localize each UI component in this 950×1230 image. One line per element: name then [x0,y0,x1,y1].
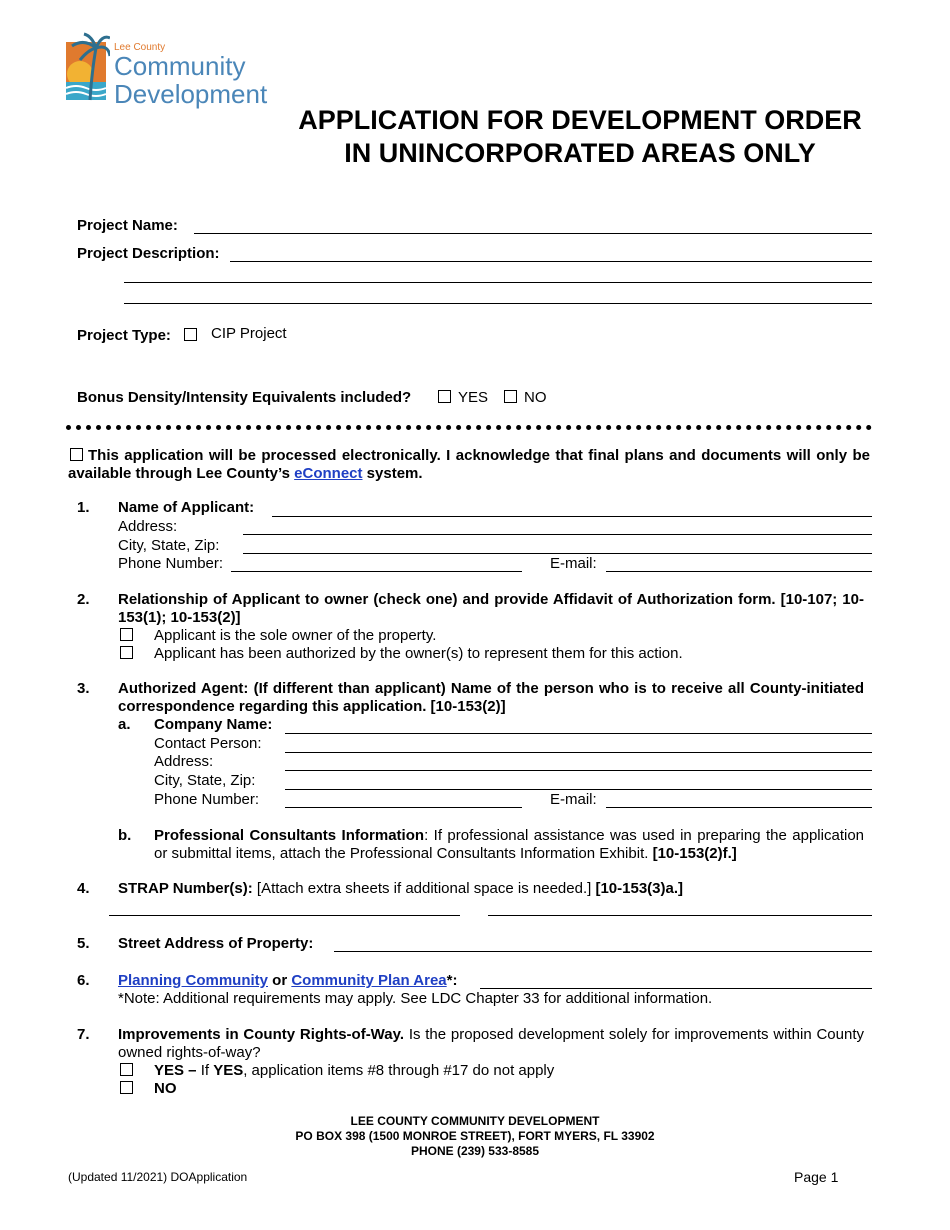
project-name-field[interactable] [194,233,872,234]
palm-tree-logo-icon [62,30,110,110]
updated-note: (Updated 11/2021) DOApplication [68,1170,248,1184]
improvements-yes-checkbox[interactable] [120,1063,133,1076]
acknowledge-text [68,447,870,483]
consultants-info-ref: [10-153(2)f.] [652,845,737,862]
acknowledge-text-before: This application will be processed electronically. I acknowledge that final plans and documents will only be available through Lee County’s [68,447,870,482]
econnect-link[interactable]: eConnect [294,465,363,482]
project-description-field-1[interactable] [230,261,872,262]
planning-community-field[interactable] [480,988,872,989]
applicant-name-field[interactable] [272,516,872,517]
agent-contact-label: Contact Person: [154,735,262,752]
agent-email-field[interactable] [606,807,872,808]
applicant-email-label: E-mail: [550,555,597,572]
planning-community-link[interactable]: Planning Community [118,972,268,989]
section-6-number: 6. [77,972,90,989]
project-type-label: Project Type: [77,327,171,344]
applicant-email-field[interactable] [606,571,872,572]
section-divider [66,425,872,430]
improvements-yes-text2: , application items #8 through #17 do not apply [243,1062,555,1079]
authorized-by-owner-checkbox[interactable] [120,646,133,659]
bonus-no-label: NO [524,389,547,406]
applicant-city-label: City, State, Zip: [118,537,220,554]
agent-company-label: Company Name: [154,716,273,733]
logo [62,30,292,112]
logo-line2: Development [114,79,268,109]
planning-community-row [118,972,458,990]
consultants-info-body: : If professional assistance was used in preparing the application or submittal items, attach the Professional Consultants Information Exhibit. [154,827,864,862]
page-title-line2: IN UNINCORPORATED AREAS ONLY [344,138,816,168]
acknowledge-text-after: system. [362,465,423,482]
bonus-density-question: Bonus Density/Intensity Equivalents included? [77,389,412,406]
footer-line1: LEE COUNTY COMMUNITY DEVELOPMENT [350,1114,600,1128]
improvements-text [118,1026,864,1062]
agent-city-label: City, State, Zip: [154,772,256,789]
strap-ref: [10-153(3)a.] [595,880,684,897]
improvements-no-checkbox[interactable] [120,1081,133,1094]
section-3b-letter: b. [118,827,132,844]
strap-text [118,880,683,898]
improvements-yes-label [154,1062,554,1080]
footer-line3: PHONE (239) 533-8585 [410,1144,540,1158]
section-4-number: 4. [77,880,90,897]
sole-owner-checkbox[interactable] [120,628,133,641]
page-title-line1: APPLICATION FOR DEVELOPMENT ORDER [298,105,862,135]
street-address-field[interactable] [334,951,872,952]
project-description-label: Project Description: [77,245,220,262]
cip-project-option: CIP Project [211,325,287,342]
section-5-number: 5. [77,935,90,952]
authorized-agent-heading: Authorized Agent: (If different than applicant) Name of the person who is to receive all County-initiated correspondence regarding this application. [10-153(2)] [118,680,864,715]
section-7-number: 7. [77,1026,90,1043]
logo-line1: Community [114,51,246,81]
improvements-yes-bold2: YES [213,1062,244,1079]
authorized-by-owner-label: Applicant has been authorized by the owner(s) to represent them for this action. [154,645,683,662]
improvements-yes-text1: If [196,1062,214,1079]
agent-email-label: E-mail: [550,791,597,808]
community-plan-area-link[interactable]: Community Plan Area [291,972,447,989]
planning-note: *Note: Additional requirements may apply. See LDC Chapter 33 for additional information. [118,990,713,1007]
project-description-field-2[interactable] [124,282,872,283]
street-address-label: Street Address of Property: [118,935,314,952]
agent-phone-label: Phone Number: [154,791,260,808]
agent-address-label: Address: [154,753,214,770]
strap-label: STRAP Number(s): [118,880,253,897]
strap-number-field-1[interactable] [109,915,460,916]
agent-contact-field[interactable] [285,752,872,753]
applicant-address-label: Address: [118,518,178,535]
agent-phone-field[interactable] [285,807,522,808]
bonus-no-checkbox[interactable] [504,390,517,403]
bonus-yes-label: YES [458,389,489,406]
improvements-yes-bold: YES – [154,1062,197,1079]
bonus-yes-checkbox[interactable] [438,390,451,403]
page-number: Page 1 [794,1169,839,1185]
section-3-number: 3. [77,680,90,697]
section-1-number: 1. [77,499,90,516]
applicant-city-field[interactable] [243,553,872,554]
agent-company-field[interactable] [285,733,872,734]
strap-number-field-2[interactable] [488,915,872,916]
applicant-name-label: Name of Applicant: [118,499,255,516]
applicant-phone-field[interactable] [231,571,522,572]
strap-note: [Attach extra sheets if additional space is needed.] [252,880,596,897]
consultants-info-text [154,827,864,863]
consultants-info-title: Professional Consultants Information [154,827,425,844]
applicant-phone-label: Phone Number: [118,555,224,572]
project-description-field-3[interactable] [124,303,872,304]
logo-small-text: Lee County [114,42,166,53]
planning-suffix: *: [446,972,458,989]
cip-project-checkbox[interactable] [184,328,197,341]
agent-city-field[interactable] [285,789,872,790]
improvements-no-label: NO [154,1080,177,1097]
relationship-heading: Relationship of Applicant to owner (check one) and provide Affidavit of Authorization form. [10-107; 10-153(1); 10-153(2)] [118,591,864,626]
section-2-number: 2. [77,591,90,608]
footer-line2: PO BOX 398 (1500 MONROE STREET), FORT MYERS, FL 33902 [295,1129,655,1143]
section-3a-letter: a. [118,716,131,733]
sole-owner-label: Applicant is the sole owner of the property. [154,627,437,644]
planning-or-text: or [268,972,292,989]
improvements-body: Is the proposed development solely for improvements within County owned rights-of-way? [118,1026,864,1061]
applicant-address-field[interactable] [243,534,872,535]
improvements-title: Improvements in County Rights-of-Way. [118,1026,405,1043]
agent-address-field[interactable] [285,770,872,771]
project-name-label: Project Name: [77,217,178,234]
